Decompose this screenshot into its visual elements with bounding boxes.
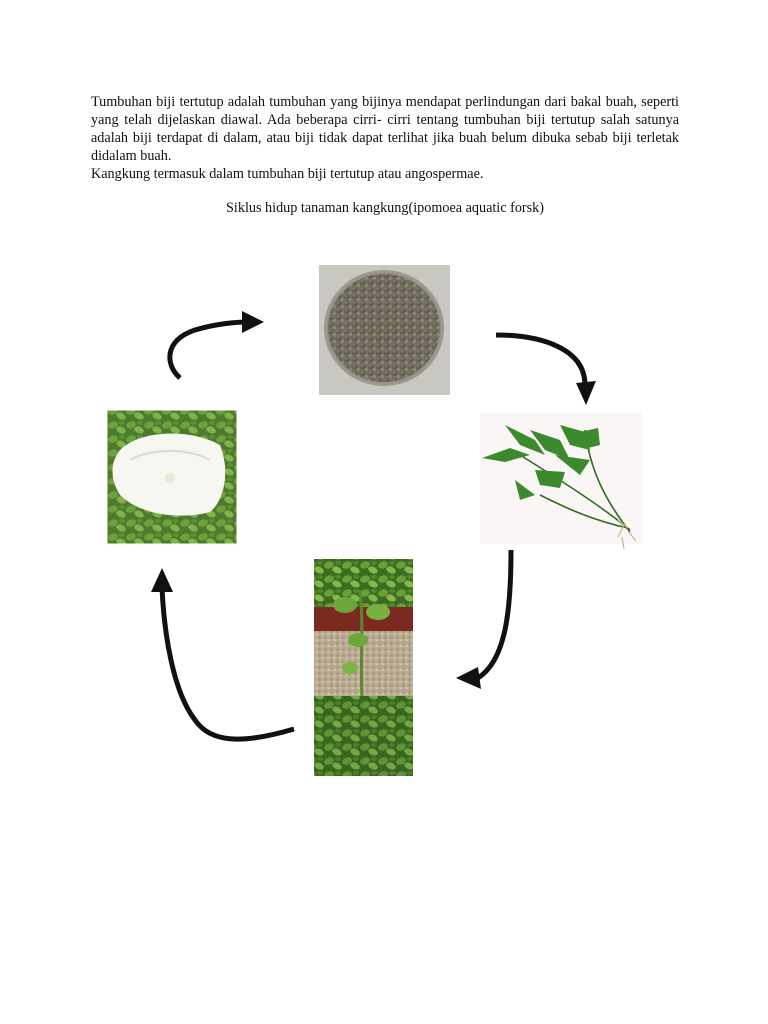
photo-credit: Sutri Gunawan 2010 xyxy=(371,770,408,775)
diagram-title: Siklus hidup tanaman kangkung(ipomoea aquatic forsk) xyxy=(226,200,544,216)
seedling-image xyxy=(480,413,642,549)
arrow-flower-to-seeds xyxy=(170,311,264,378)
seeds-image xyxy=(319,265,450,395)
arrow-seedling-to-young-plants xyxy=(456,550,511,689)
young-plants-image xyxy=(314,559,413,776)
arrow-young-plants-to-flower xyxy=(151,568,294,739)
flower-image xyxy=(107,410,237,544)
arrow-seeds-to-seedling xyxy=(496,335,596,405)
paragraph-line-1: Tumbuhan biji tertutup adalah tumbuhan yang bijinya mendapat perlindungan dari bakal buah, seperti yang telah dijelaskan diawal. Ada beberapa cirri- cirri tentang tumbuhan biji tertutup salah satunya adalah biji terdapat di dalam, atau biji tidak dapat terlihat jika buah belum dibuka sebab biji terletak didalam buah. xyxy=(91,94,679,164)
paragraph-line-2: Kangkung termasuk dalam tumbuhan biji tertutup atau angospermae. xyxy=(91,166,484,182)
